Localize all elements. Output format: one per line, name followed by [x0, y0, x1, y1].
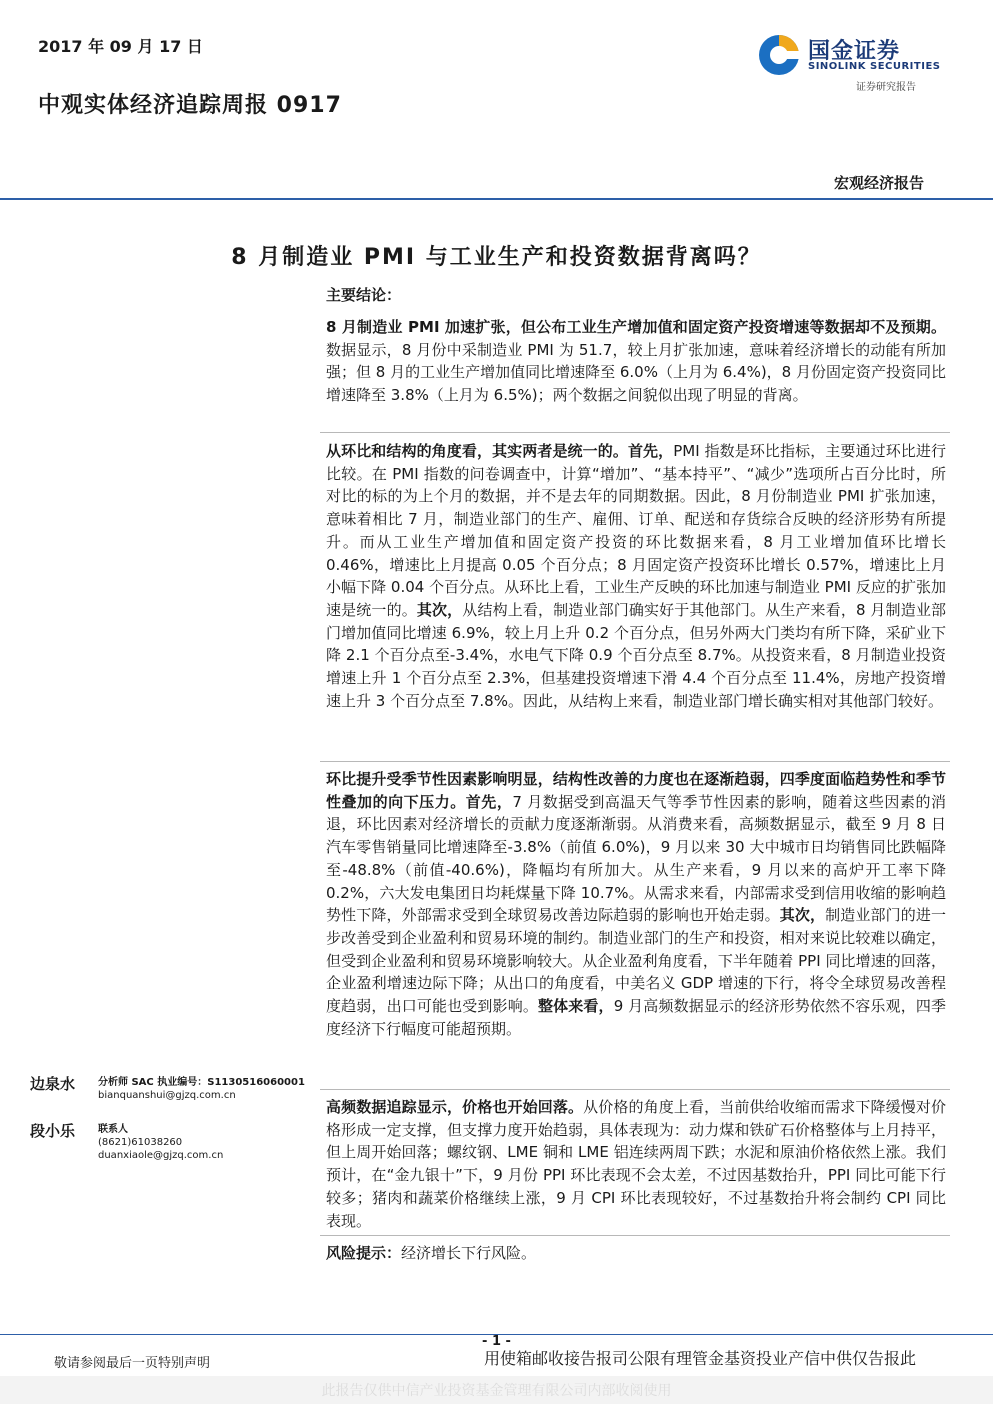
paragraph-separator: [320, 761, 950, 762]
main-conclusions-label: 主要结论：: [326, 286, 402, 304]
paragraph-separator: [320, 432, 950, 433]
analyst-phone: (8621)61038260: [98, 1137, 183, 1148]
analyst-info: [98, 1076, 338, 1102]
paragraph-1: [326, 316, 946, 407]
analyst-role: 联系人: [98, 1124, 128, 1135]
paragraph-body: PMI 指数是环比指标，主要通过环比进行比较。在 PMI 指数的问卷调查中，计算“增加”、“基本持平”、“减少”选项所占百分比时，所对比的标的为上个月的数据，并不是去年的同期数据。因此，8 月份制造业 PMI 扩张加速，意味着相比 7 月，制造业部门的生产、雇佣、订单、配送和存货综合反映的经济形势有所提升。而从工业生产增加值和固定资产投资的环比数据来看，8 月工业增加值环比增长 0.46%，增速比上月提高 0.05 个百分点；8 月固定资产投资环比增长 0.57%，增速比上月小幅下降 0.04 个百分点。从环比上看，工业生产反映的环比加速与制造业 PMI 反应的扩张加速是统一的。: [326, 442, 946, 619]
logo-chinese-name: 国金证券: [808, 39, 901, 64]
headline: 8 月制造业 PMI 与工业生产和投资数据背离吗？: [231, 245, 762, 270]
disclaimer-note: 敬请参阅最后一页特别声明: [54, 1356, 211, 1371]
paragraph-body: 从价格的角度上看，当前供给收缩而需求下降缓慢对价格形成一定支撑，但支撑力度开始趋弱，具体表现为：动力煤和铁矿石价格整体与上月持平，但上周开始回落；螺纹钢、LME 铜和 LME 铝连续两周下跌；水泥和原油价格依然上涨。我们预计，在“金九银十”下，9 月份 PPI 环比表现不会太差，不过因基数抬升，PPI 同比可能下行较多；猪肉和蔬菜价格继续上涨，9 月 CPI 环比表现较好，不过基数抬升将会制约 CPI 同比表现。: [326, 1098, 946, 1230]
analyst-name: 边泉水: [30, 1075, 76, 1093]
analyst-email: duanxiaole@gjzq.com.cn: [98, 1150, 224, 1161]
paragraph-lead: 环比提升受季节性因素影响明显，结构性改善的力度也在逐渐趋弱，四季度面临趋势性和季节性叠加的向下压力。首先，: [326, 770, 946, 811]
mirrored-notice: 用使箱邮收接告报司公限有理管金基资投业产信中供仅告报此: [484, 1349, 917, 1368]
paragraph-lead: 从环比和结构的角度看，其实两者是统一的。首先，: [326, 442, 674, 460]
page-number: - 1 -: [482, 1334, 511, 1349]
paragraph-lead: 8 月制造业 PMI 加速扩张，但公布工业生产增加值和固定资产投资增速等数据却不及预期。: [326, 318, 946, 336]
analyst-info: [98, 1123, 338, 1162]
risk-warning: [326, 1242, 946, 1265]
logo-english-name: SINOLINK SECURITIES: [808, 61, 941, 72]
paragraph-body-3: 9 月高频数据显示的经济形势依然不容乐观，四季度经济下行幅度可能超预期。: [326, 997, 946, 1038]
analyst-name: 段小乐: [30, 1122, 76, 1140]
analyst-role: 分析师 SAC 执业编号：S1130516060001: [98, 1077, 305, 1088]
paragraph-2: [326, 440, 946, 712]
paragraph-body-2: 从结构上看，制造业部门确实好于其他部门。从生产来看，8 月制造业部门增加值同比增速 6.9%，较上月上升 0.2 个百分点，但另外两大门类均有所下降，采矿业下降 2.1 个百分点至-3.4%，水电气下降 0.9 个百分点至 8.7%。从投资来看，8 月制造业投资增速上升 1 个百分点至 2.3%，但基建投资增速下滑 4.4 个百分点至 11.4%，房地产投资增速上升 3 个百分点至 7.8%。因此，从结构上来看，制造业部门增长确实相对其他部门较好。: [326, 600, 946, 710]
paragraph-lead-3: 整体来看，: [537, 997, 614, 1016]
logo-subtitle: 证券研究报告: [856, 82, 916, 93]
report-date: 2017 年 09 月 17 日: [38, 37, 203, 56]
report-series-title: 中观实体经济追踪周报 0917: [38, 93, 342, 118]
paragraph-separator: [320, 1089, 950, 1090]
header-divider: [0, 198, 993, 200]
paragraph-lead-2: 其次，: [416, 600, 463, 619]
paragraph-4: [326, 1096, 946, 1232]
risk-label: 风险提示：: [326, 1244, 402, 1262]
paragraph-lead: 高频数据追踪显示，价格也开始回落。: [326, 1098, 584, 1116]
analyst-email: bianquanshui@gjzq.com.cn: [98, 1090, 236, 1101]
paragraph-lead-2: 其次，: [779, 906, 826, 925]
report-type: 宏观经济报告: [834, 174, 925, 192]
watermark-text: 此报告仅供中信产业投资基金管理有限公司内部收阅使用: [321, 1383, 672, 1399]
paragraph-body-2: 制造业部门的进一步改善受到企业盈利和贸易环境的制约。制造业部门的生产和投资，相对来说比较难以确定，但受到企业盈利和贸易环境影响较大。从企业盈利角度看，下半年随着 PPI 同比增速的回落，企业盈利增速边际下降；从出口的角度看，中美名义 GDP 增速的下行，将令全球贸易改善程度趋弱，出口可能也受到影响。: [326, 906, 946, 1016]
paragraph-body: 7 月数据受到高温天气等季节性因素的影响，随着这些因素的消退，环比因素对经济增长的贡献力度逐渐渐弱。从消费来看，高频数据显示，截至 9 月 8 日汽车零售销量同比增速降至-3.8%（前值 6.0%)，9 月以来 30 大中城市日均销售同比跌幅降至-48.8%（前值-40.6%)，降幅均有所加大。从生产来看，9 月以来的高炉开工率下降 0.2%，六大发电集团日均耗煤量下降 10.7%。从需求来看，内部需求受到信用收缩的影响趋势性下降，外部需求受到全球贸易改善边际趋弱的影响也开始走弱。: [326, 792, 946, 925]
paragraph-separator: [320, 1235, 950, 1236]
paragraph-body: 数据显示，8 月份中采制造业 PMI 为 51.7，较上月扩张加速，意味着经济增长的动能有所加强；但 8 月的工业生产增加值同比增速降至 6.0%（上月为 6.4%)，8 月份固定资产投资同比增速降至 3.8%（上月为 6.5%)；两个数据之间貌似出现了明显的背离。: [326, 340, 946, 405]
risk-text: 经济增长下行风险。: [401, 1244, 537, 1262]
sinolink-logo-icon: [756, 32, 802, 78]
paragraph-3: [326, 768, 946, 1040]
